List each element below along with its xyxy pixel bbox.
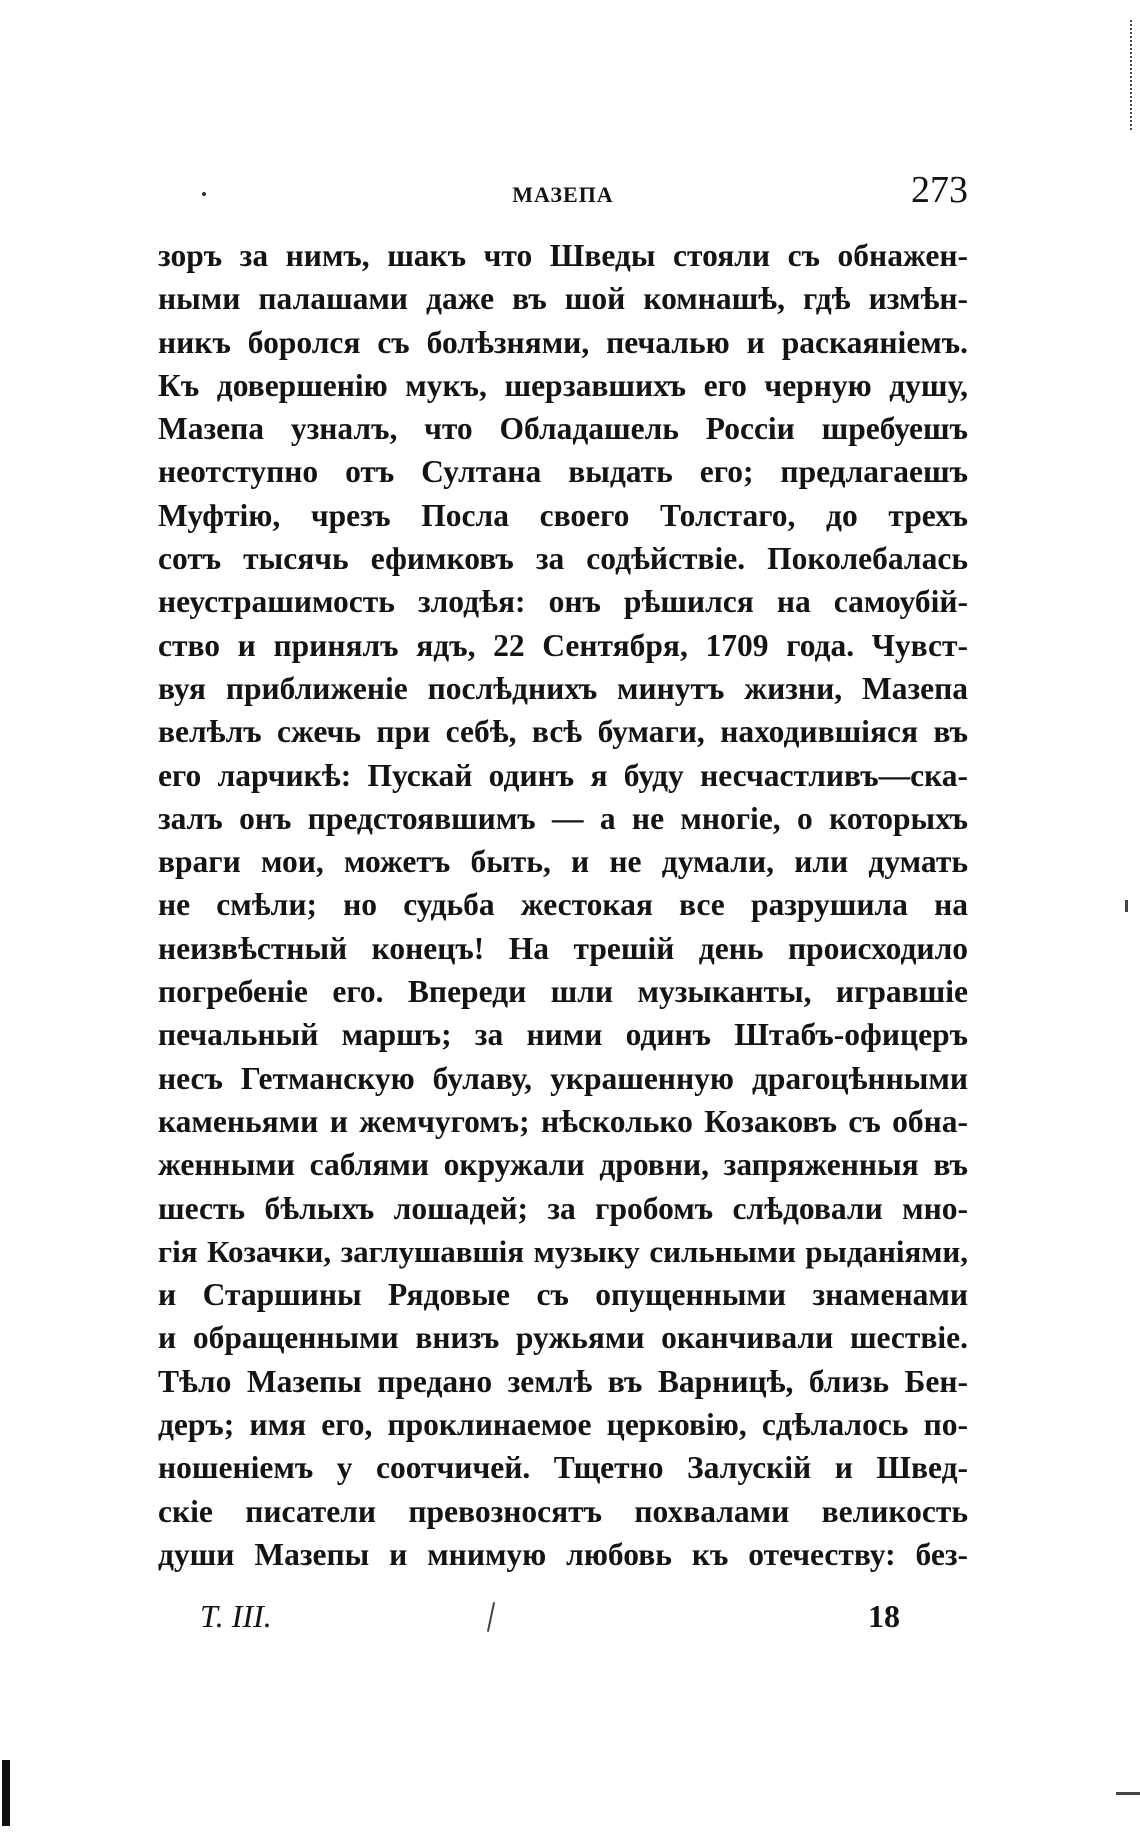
body-text <box>158 234 968 1576</box>
text-line: печальный маршъ; за ними одинъ Штабъ-офицеръ <box>158 1017 968 1053</box>
text-line: скіе писатели превозносятъ похвалами великость <box>158 1493 968 1529</box>
text-line: вуя приближеніе послѣднихъ минутъ жизни, Мазепа <box>158 670 968 706</box>
text-line: гія Козачки, заглушавшія музыку сильными рыданіями, <box>158 1233 968 1269</box>
page-number: 273 <box>911 169 968 211</box>
text-line: ношеніемъ у соотчичей. Тщетно Залускій и Швед- <box>158 1450 968 1486</box>
text-line: женными саблями окружали дровни, запряженныя въ <box>158 1147 968 1183</box>
text-line: сотъ тысячь ефимковъ за содѣйствіе. Поколебалась <box>158 541 968 577</box>
text-line: Къ довершенію мукъ, шерзавшихъ его черную душу, <box>158 367 968 403</box>
text-line: деръ; имя его, проклинаемое церковію, сдѣлалось по- <box>158 1407 968 1443</box>
text-line: велѣлъ сжечь при себѣ, всѣ бумаги, находившіяся въ <box>158 714 968 750</box>
text-line: несъ Гетманскую булаву, украшенную драгоцѣнными <box>158 1060 968 1096</box>
running-head <box>158 168 968 218</box>
running-title: МАЗЕПА <box>512 182 614 207</box>
text-line: и Старшины Рядовые съ опущенными знаменами <box>158 1277 968 1313</box>
text-line: враги мои, можетъ быть, и не думали, или думать <box>158 844 968 880</box>
text-line: ными палашами даже въ шой комнашѣ, гдѣ измѣн- <box>158 281 968 317</box>
text-line: зоръ за нимъ, шакъ что Шведы стояли съ обнажен- <box>158 238 968 273</box>
text-line: души Мазепы и мнимую любовь къ отечеству: без- <box>158 1536 968 1572</box>
edge-mark <box>1125 900 1128 912</box>
text-line: погребеніе его. Впереди шли музыканты, игравшіе <box>158 974 968 1010</box>
text-line: неотступно отъ Султана выдать его; предлагаешъ <box>158 454 968 490</box>
text-line: шесть бѣлыхъ лошадей; за гробомъ слѣдовали мно- <box>158 1190 968 1226</box>
edge-mark <box>1130 20 1134 130</box>
page-footer <box>200 1598 900 1642</box>
text-line: не смѣли; но судьба жестокая все разрушила на <box>158 887 968 923</box>
volume-mark: Т. III. <box>200 1598 272 1634</box>
text-line: Мазепа узналъ, что Обладашель Россіи шребуешъ <box>158 411 968 447</box>
edge-mark <box>1116 1792 1140 1795</box>
text-line: его ларчикѣ: Пускай одинъ я буду несчастливъ—ска- <box>158 757 968 793</box>
text-line: и обращенными внизъ ружьями оканчивали шествіе. <box>158 1320 968 1356</box>
text-line: никъ боролся съ болѣзнями, печалью и раскаяніемъ. <box>158 324 968 360</box>
signature-mark: 18 <box>868 1598 900 1634</box>
text-line: неустрашимость злодѣя: онъ рѣшился на самоубій- <box>158 584 968 620</box>
text-line: ство и принялъ ядъ, 22 Сентября, 1709 года. Чувст- <box>158 627 968 663</box>
text-line: залъ онъ предстоявшимъ — а не многіе, о которыхъ <box>158 800 968 836</box>
text-line: Тѣло Мазепы предано землѣ въ Варницѣ, близь Бен- <box>158 1363 968 1399</box>
footer-mark <box>487 1602 495 1632</box>
text-line: неизвѣстный конецъ! На трешій день происходило <box>158 930 968 966</box>
text-line: каменьями и жемчугомъ; нѣсколько Козаковъ съ обна- <box>158 1103 968 1139</box>
edge-mark <box>2 1760 10 1826</box>
text-line: Муфтію, чрезъ Посла своего Толстаго, до трехъ <box>158 497 968 533</box>
